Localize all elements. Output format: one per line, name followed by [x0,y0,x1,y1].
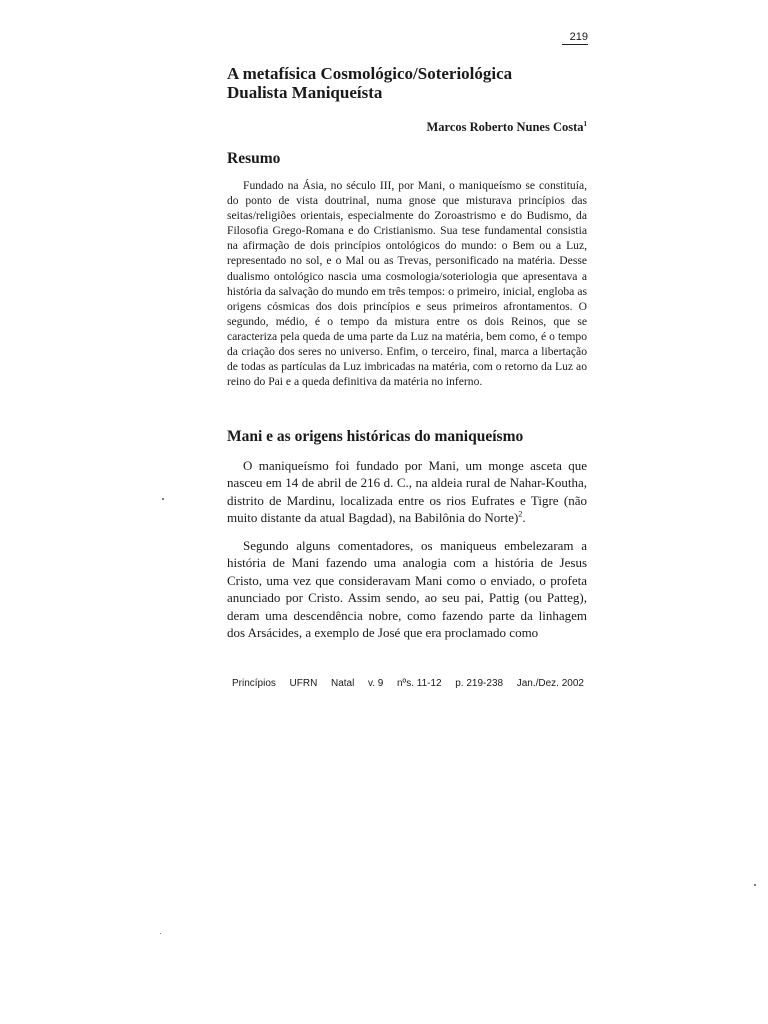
body-paragraph-1-end: . [522,510,526,526]
author-name: Marcos Roberto Nunes Costa [426,120,584,135]
footer-pages: p. 219-238 [455,678,504,689]
abstract-text: Fundado na Ásia, no século III, por Mani, o maniqueísmo se constituía, do ponto de vista doutrinal, numa gnose que misturava princípios das seitas/religiões orientais, especialmente do Zoroastrismo e do Budismo, da Filosofia Grego-Romana e do Cristianismo. Sua tese fundamental consistia na afirmação de dois princípios ontológicos do mundo: o Bem ou a Luz, representado no sol, e o Mal ou as Trevas, personificado na matéria. Desse dualismo ontológico nascia uma cosmologia/soteriologia que apresentava a história da salvação do mundo em três tempos: o primeiro, inicial, engloba as origens cósmicas dos dois princípios e seus primeiros afrontamentos. O segundo, médio, é o tempo da mistura entre os dois Reinos, que se caracteriza pela queda de uma parte da Luz na matéria, bem como, é o tempo da criação dos seres no universo. Enfim, o terceiro, final, marca a libertação de todas as partículas da Luz imbricadas na matéria, com o retorno da Luz ao reino do Pai e a queda definitiva da matéria no inferno. [227,179,587,389]
scan-speck [160,933,161,934]
journal-footer [232,678,584,689]
scan-speck [754,884,756,886]
article-title-line-2: Dualista Maniqueísta [227,83,383,102]
section-heading: Mani e as origens históricas do maniqueísmo [227,428,524,445]
body-paragraph-2: Segundo alguns comentadores, os maniqueus embelezaram a história de Mani fazendo uma analogia com a história de Jesus Cristo, uma vez que consideravam Mani como o enviado, o profeta anunciado por Cristo. Assim sendo, ao seu pai, Pattig (ou Patteg), deram uma descendência nobre, como fazendo parte da linhagem dos Arsácides, a exemplo de José que era proclamado como [227,538,587,641]
article-title [227,64,587,102]
page-number: 219 [562,31,588,45]
article-title-line-1: A metafísica Cosmológico/Soteriológica [227,64,513,83]
footer-numbers: nºs. 11-12 [397,678,442,689]
scan-speck [162,498,164,500]
footer-journal: Princípios [232,678,276,689]
abstract-heading: Resumo [227,150,281,167]
body-paragraph-1 [227,457,587,527]
footer-city: Natal [330,678,355,689]
author-footnote-marker: 1 [583,120,587,128]
footer-date: Jan./Dez. 2002 [516,678,584,689]
footer-institution: UFRN [289,678,318,689]
footnote-marker-2: 2 [518,509,523,519]
footer-volume: v. 9 [367,678,384,689]
author-byline [227,120,587,135]
body-paragraph-1-text: O maniqueísmo foi fundado por Mani, um monge asceta que nasceu em 14 de abril de 216 d. C., na aldeia rural de Nahar-Koutha, distrito de Mardinu, localizada entre os rios Eufrates e Tigre (não muito distante da atual Bagdad), na Babilônia do Norte) [227,458,587,526]
